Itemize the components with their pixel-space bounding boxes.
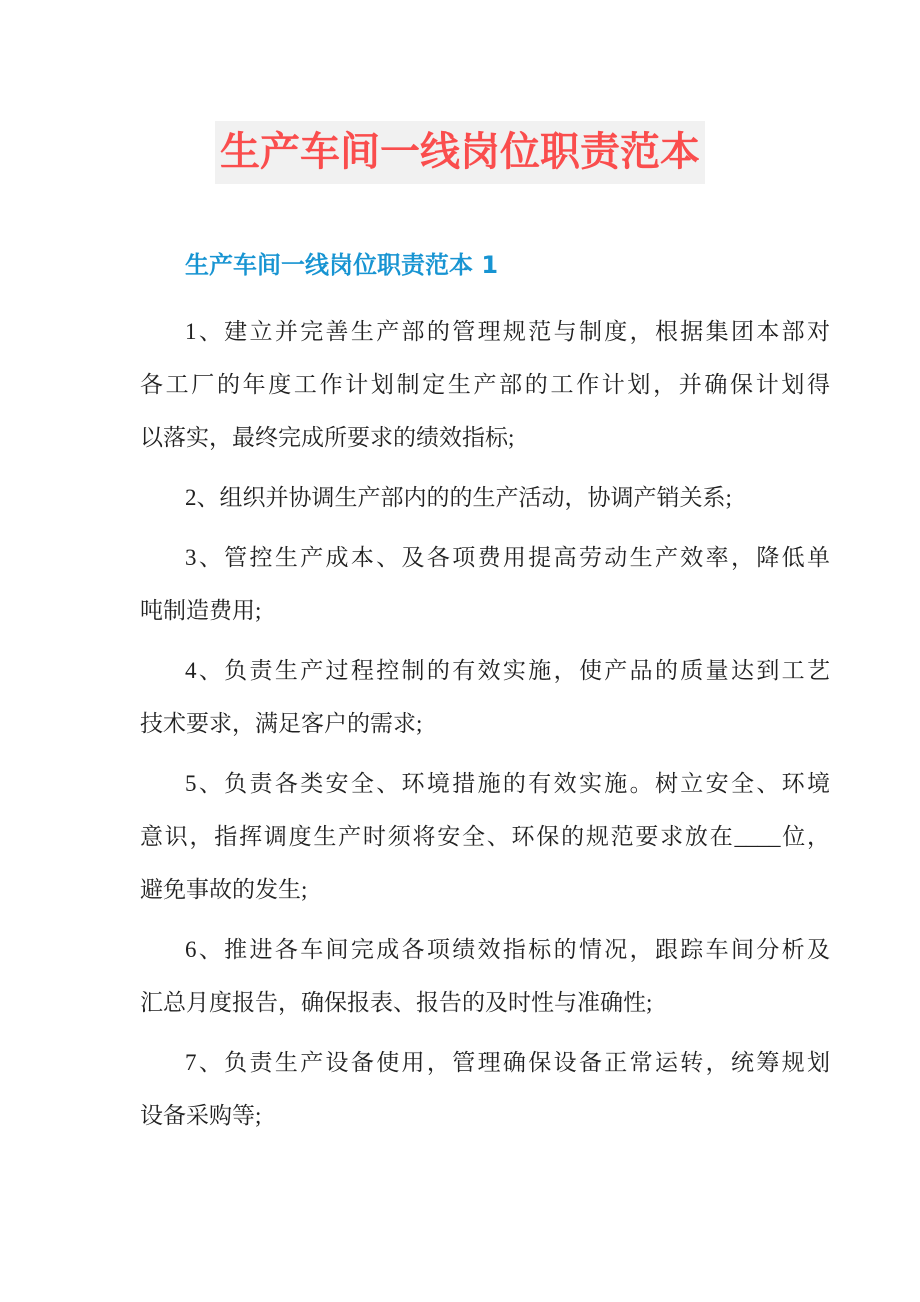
paragraph [140,471,830,524]
paragraph-line: 3、管控生产成本、及各项费用提高劳动生产效率，降低单 [185,545,830,570]
paragraph-line: 避免事故的发生; [140,877,308,902]
paragraph [140,531,830,637]
paragraph-line: 各工厂的年度工作计划制定生产部的工作计划，并确保计划得 [140,372,830,397]
paragraph-line: 吨制造费用; [140,598,262,623]
paragraph-line: 技术要求，满足客户的需求; [140,711,423,736]
paragraph [140,923,830,1029]
paragraph [140,305,830,464]
paragraph-line: 设备采购等; [140,1103,262,1128]
paragraph-line: 5、负责各类安全、环境措施的有效实施。树立安全、环境 [185,771,830,796]
paragraph [140,644,830,750]
paragraph-line: 汇总月度报告，确保报表、报告的及时性与准确性; [140,990,653,1015]
title-row [0,0,920,184]
paragraph-line: 以落实，最终完成所要求的绩效指标; [140,425,515,450]
paragraph [140,757,830,916]
document-title: 生产车间一线岗位职责范本 [215,121,705,184]
document-body [140,305,830,1142]
paragraph-line: 6、推进各车间完成各项绩效指标的情况，跟踪车间分析及 [185,937,830,962]
paragraph-line: 2、组织并协调生产部内的的生产活动，协调产销关系; [185,485,732,510]
document-subtitle: 生产车间一线岗位职责范本 1 [185,251,499,279]
paragraph-line: 1、建立并完善生产部的管理规范与制度，根据集团本部对 [185,319,830,344]
paragraph-line: 7、负责生产设备使用，管理确保设备正常运转，统筹规划 [185,1050,830,1075]
paragraph [140,1036,830,1142]
paragraph-line: 4、负责生产过程控制的有效实施，使产品的质量达到工艺 [185,658,830,683]
paragraph-line: 意识，指挥调度生产时须将安全、环保的规范要求放在____位， [140,824,830,849]
